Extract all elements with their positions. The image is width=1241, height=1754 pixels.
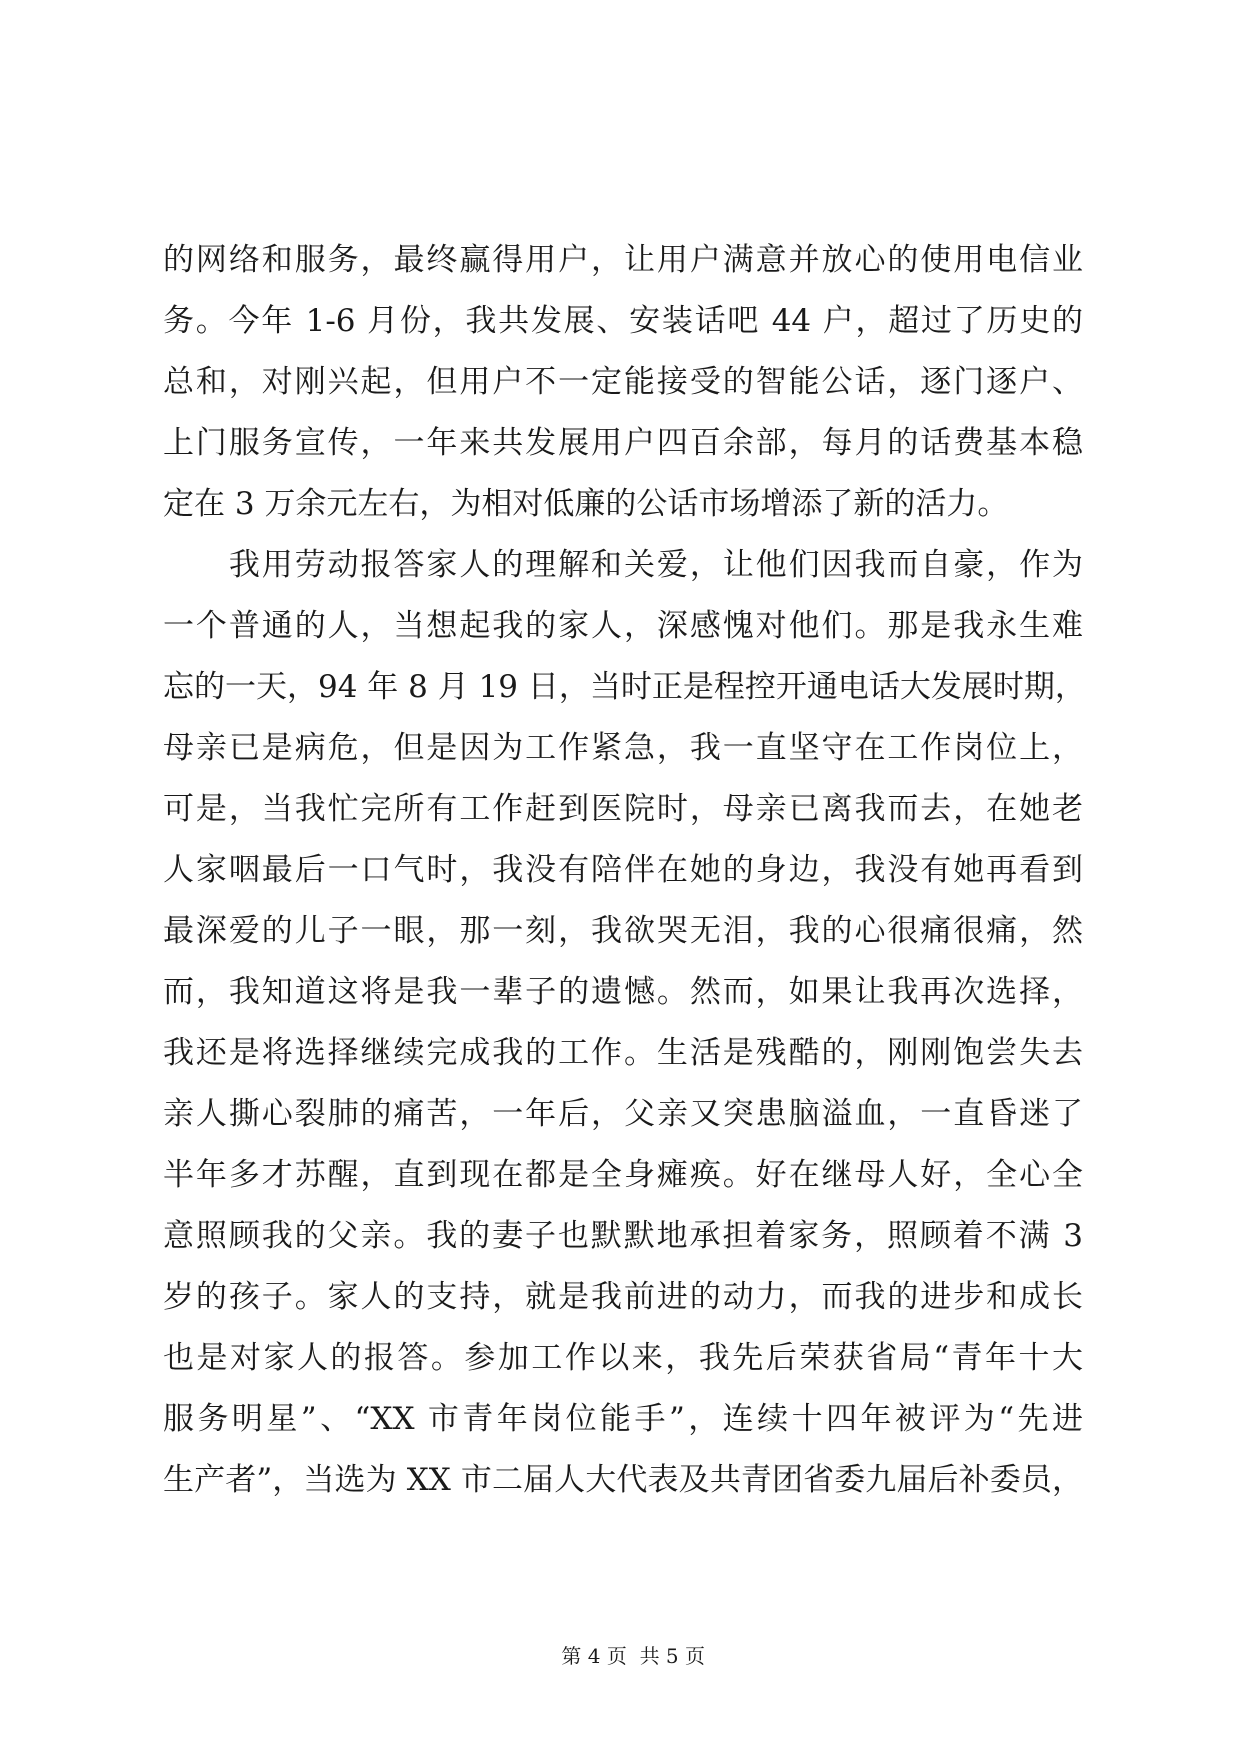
page-number-label: 第 4 页 共 5 页 [561,1644,706,1668]
text-line: 意照顾我的父亲。我的妻子也默默地承担着家务，照顾着不满 3 [163,1218,1083,1254]
text-line: 亲人撕心裂肺的痛苦，一年后，父亲又突患脑溢血，一直昏迷了 [163,1096,1083,1132]
text-line: 母亲已是病危，但是因为工作紧急，我一直坚守在工作岗位上， [163,730,1083,766]
text-line: 而，我知道这将是我一辈子的遗憾。然而，如果让我再次选择， [163,974,1083,1010]
text-line: 的网络和服务，最终赢得用户，让用户满意并放心的使用电信业 [163,242,1083,278]
text-line: 总和，对刚兴起，但用户不一定能接受的智能公话，逐门逐户、 [163,364,1083,400]
page-footer [0,1614,1241,1698]
text-line: 服务明星”、“XX 市青年岗位能手”，连续十四年被评为“先进 [163,1401,1083,1437]
text-line: 一个普通的人，当想起我的家人，深感愧对他们。那是我永生难 [163,608,1083,644]
text-line: 半年多才苏醒，直到现在都是全身瘫痪。好在继母人好，全心全 [163,1157,1083,1193]
text-line: 定在 3 万余元左右，为相对低廉的公话市场增添了新的活力。 [163,486,1009,522]
text-line: 可是，当我忙完所有工作赶到医院时，母亲已离我而去，在她老 [163,791,1083,827]
text-line: 上门服务宣传，一年来共发展用户四百余部，每月的话费基本稳 [163,425,1083,461]
body-text [163,230,1086,1511]
text-line: 务。今年 1-6 月份，我共发展、安装话吧 44 户，超过了历史的 [163,303,1083,339]
text-line: 忘的一天，94 年 8 月 19 日，当时正是程控开通电话大发展时期， [163,669,1086,705]
text-line: 生产者”，当选为 XX 市二届人大代表及共青团省委九届后补委员， [163,1462,1083,1498]
text-line: 我用劳动报答家人的理解和关爱，让他们因我而自豪，作为 [163,547,1083,583]
text-line: 我还是将选择继续完成我的工作。生活是残酷的，刚刚饱尝失去 [163,1035,1083,1071]
text-line: 也是对家人的报答。参加工作以来，我先后荣获省局“青年十大 [163,1340,1083,1376]
text-line: 最深爱的儿子一眼，那一刻，我欲哭无泪，我的心很痛很痛，然 [163,913,1083,949]
text-line: 人家咽最后一口气时，我没有陪伴在她的身边，我没有她再看到 [163,852,1083,888]
text-line: 岁的孩子。家人的支持，就是我前进的动力，而我的进步和成长 [163,1279,1083,1315]
